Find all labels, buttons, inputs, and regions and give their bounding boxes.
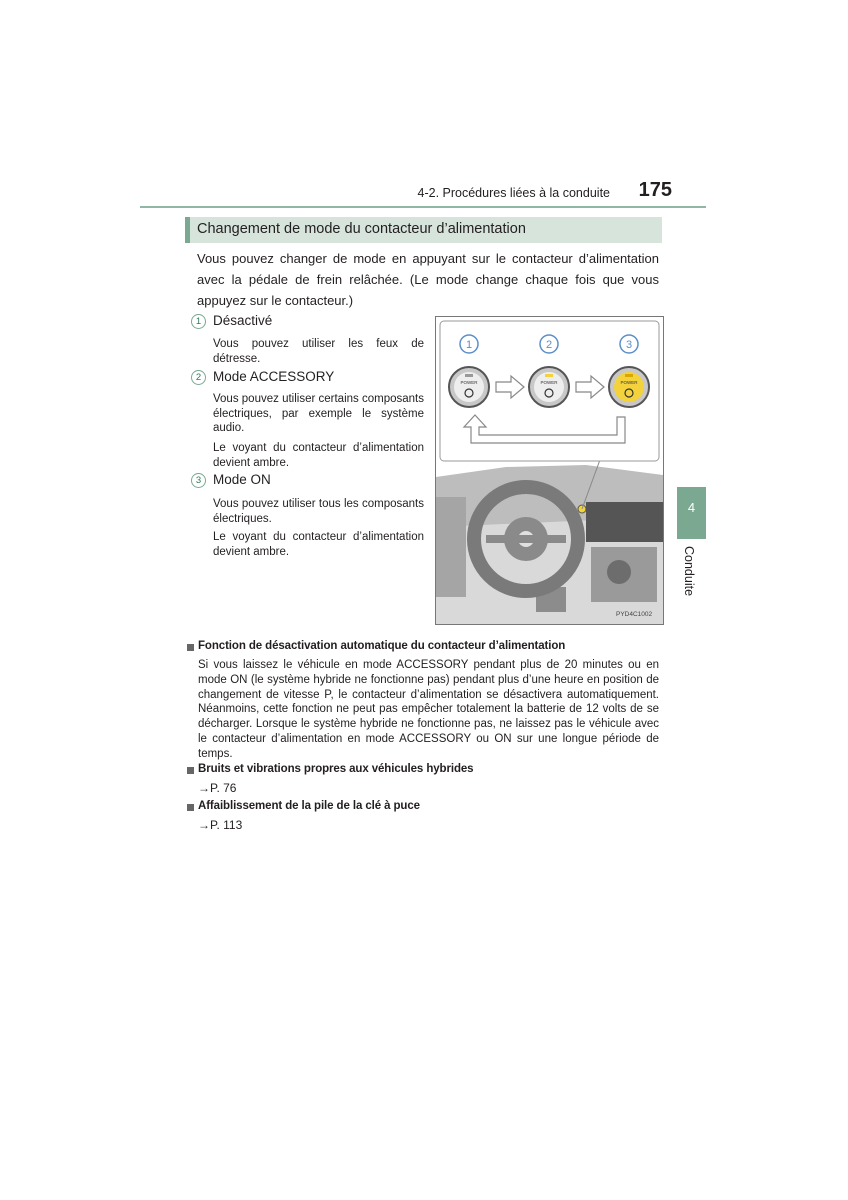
mode-1-label: Désactivé <box>213 313 273 328</box>
section-title: Changement de mode du contacteur d’alimentation <box>197 221 526 237</box>
note-1-body: Si vous laissez le véhicule en mode ACCESSORY pendant plus de 20 minutes ou en mode ON (le système hybride ne fonctionne pas) pendant plus d’une heure en position de changement de vitesse P, le contacteur d’alimentation se désactivera automatiquement. Néanmoins, cette fonction ne peut pas empêcher totalement la batterie de 12 volts de se décharger. Lorsque le système hybride ne fonctionne pas, ne laissez pas le véhicule avec le contacteur d’alimentation en mode ACCESSORY ou ON sur une longue période de temps. <box>198 659 659 760</box>
marker-3-text: 3 <box>625 339 633 351</box>
chapter-number: 4 <box>687 500 696 515</box>
mode-3-label: Mode ON <box>213 472 271 487</box>
power-label-3: POWER <box>620 380 638 385</box>
note-2-title: Bruits et vibrations propres aux véhicules hybrides <box>198 763 474 775</box>
power-label-1: POWER <box>460 380 478 385</box>
power-switch-illustration <box>435 316 664 625</box>
note-1-title: Fonction de désactivation automatique du contacteur d’alimentation <box>198 640 566 652</box>
power-button-accessory <box>529 367 569 407</box>
power-label-2: POWER <box>540 380 558 385</box>
figure-code: PYD4C1002 <box>616 611 653 618</box>
note-3-reference: →P. 113 <box>198 818 243 832</box>
mode-3-indicator-note: Le voyant du contacteur d’alimentation devient ambre. <box>213 531 424 558</box>
illustration-svg <box>436 317 663 624</box>
chapter-name: Conduite <box>682 546 696 597</box>
header-divider <box>140 206 706 208</box>
page-number: 175 <box>638 179 672 201</box>
marker-2-text: 2 <box>545 339 553 351</box>
mode-2-indicator-note: Le voyant du contacteur d’alimentation devient ambre. <box>213 442 424 469</box>
note-bullet-icon <box>187 804 194 811</box>
mode-2-description: Vous pouvez utiliser certains composants électriques, par exemple le système audio. <box>213 393 424 434</box>
marker-1-text: 1 <box>465 339 473 351</box>
mode-2-marker: 2 <box>191 370 206 385</box>
mode-2-label: Mode ACCESSORY <box>213 369 335 384</box>
mode-3-description: Vous pouvez utiliser tous les composants électriques. <box>213 498 424 525</box>
note-bullet-icon <box>187 767 194 774</box>
section-title-accent <box>185 217 190 243</box>
power-button-off <box>449 367 489 407</box>
mode-3-marker: 3 <box>191 473 206 488</box>
console-knob <box>607 560 631 584</box>
note-2-reference: →P. 76 <box>198 781 237 795</box>
note-3-title: Affaiblissement de la pile de la clé à puce <box>198 800 420 812</box>
running-header-section: 4-2. Procédures liées à la conduite <box>417 186 610 200</box>
note-bullet-icon <box>187 644 194 651</box>
power-button-on <box>609 367 649 407</box>
steering-spoke <box>486 535 566 543</box>
mode-1-description: Vous pouvez utiliser les feux de détresse. <box>213 338 424 365</box>
intro-paragraph: Vous pouvez changer de mode en appuyant sur le contacteur d’alimentation avec la pédale de frein relâchée. (Le mode change chaque fois que vous appuyez sur le contacteur.) <box>197 251 659 308</box>
mode-1-marker: 1 <box>191 314 206 329</box>
door-panel <box>436 497 466 597</box>
center-screen <box>586 502 663 542</box>
